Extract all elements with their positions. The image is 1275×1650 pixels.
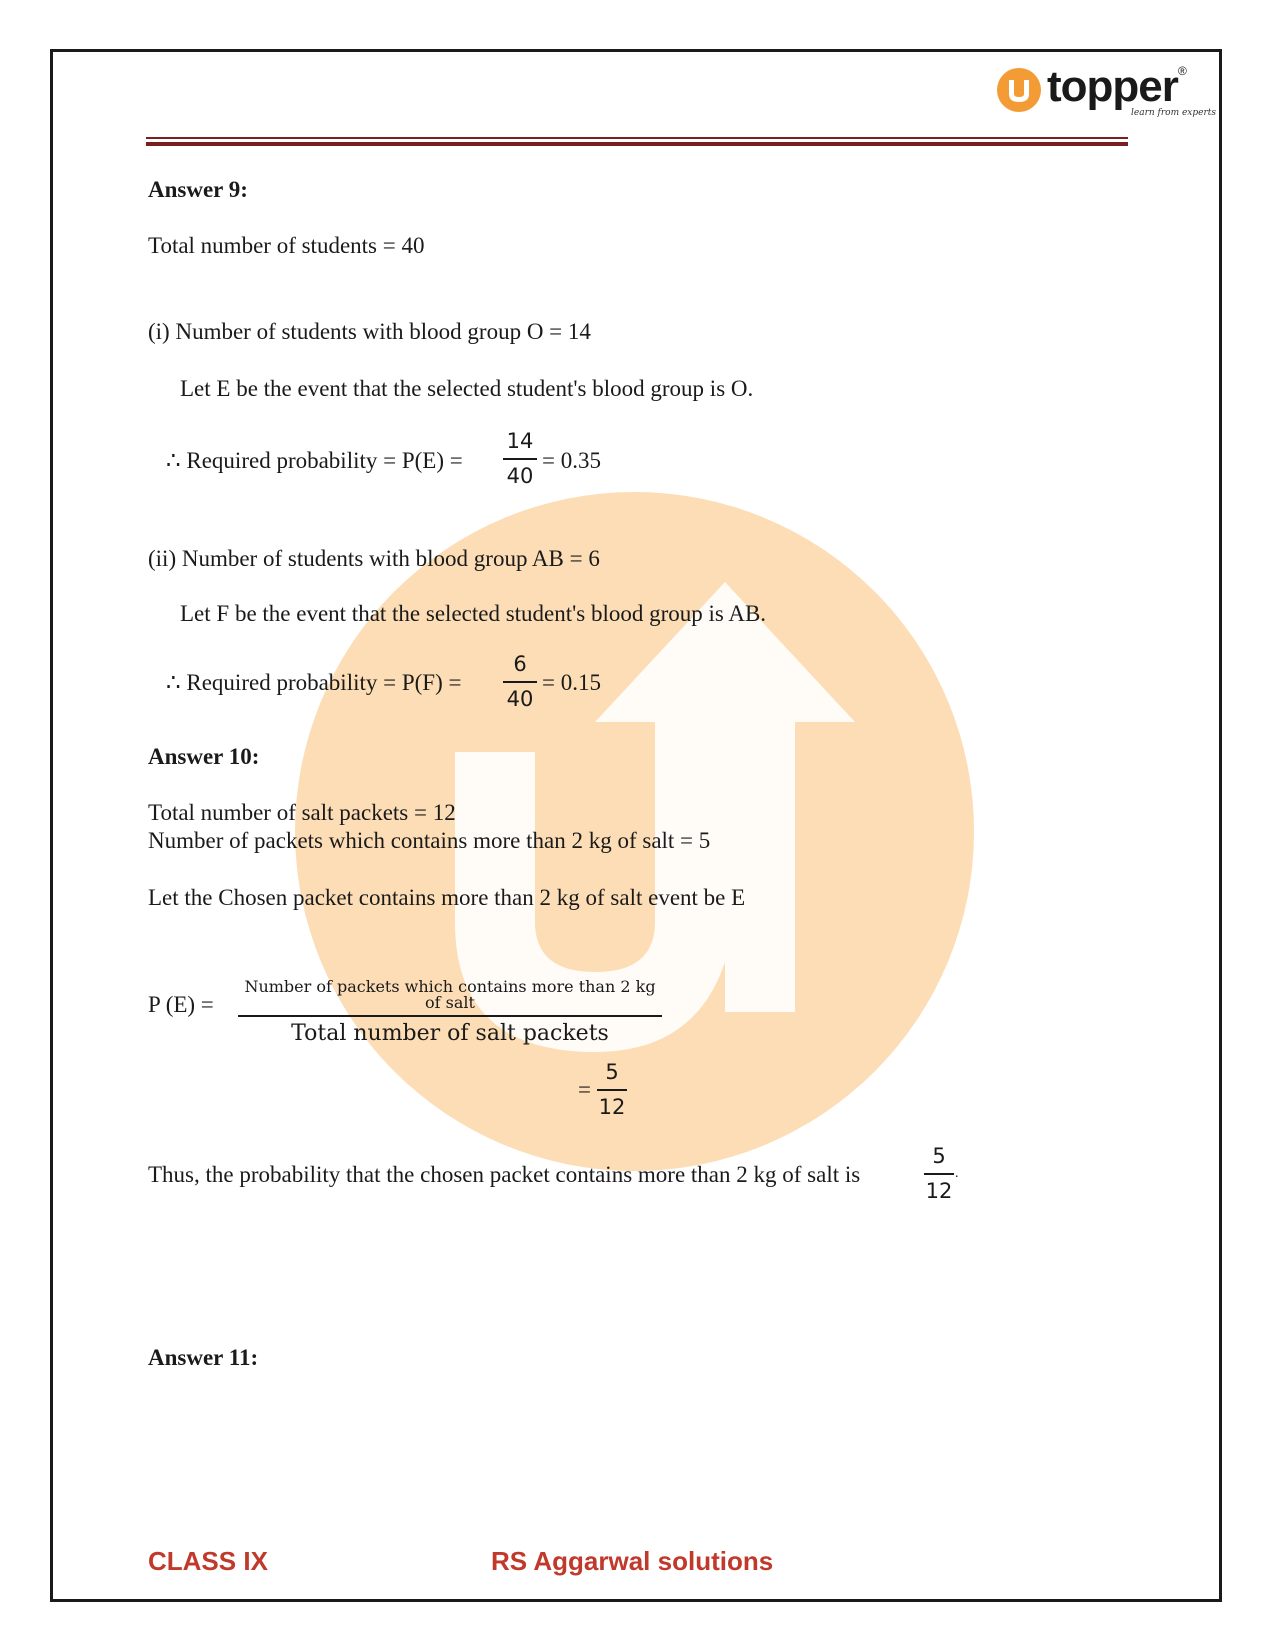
header-rule [146,137,1128,139]
fraction-conclusion [924,1146,954,1202]
answer9-part1-prob-prefix: ∴ Required probability = P(E) = [166,448,463,473]
equals-sign: = [578,1077,591,1102]
footer-class: CLASS IX [148,1546,268,1576]
header-rule-thick [146,142,1128,146]
registered-mark: ® [1178,64,1187,78]
answer9-part1-given: (i) Number of students with blood group O = 14 [148,319,591,344]
answer10-line2: Number of packets which contains more than 2 kg of salt = 5 [148,828,711,853]
denominator: 12 [598,1095,626,1119]
denominator: Total number of salt packets [291,1021,609,1046]
denominator: 40 [506,464,534,488]
fraction-6-40 [503,654,537,710]
answer10-conclusion: Thus, the probability that the chosen packet contains more than 2 kg of salt is [148,1162,861,1187]
denominator: 12 [925,1179,953,1203]
pe-label: P (E) = [148,992,214,1017]
answer10-line1: Total number of salt packets = 12 [148,800,456,825]
fraction-packets [238,979,662,1045]
numerator: 6 [513,652,527,676]
answer11-heading: Answer 11: [148,1345,259,1370]
numerator: 14 [506,429,534,453]
answer9-total: Total number of students = 40 [148,233,425,258]
numerator: 5 [605,1060,619,1084]
answer9-heading: Answer 9: [148,177,248,202]
answer9-part1-result: = 0.35 [542,448,601,473]
answer9-part2-prob-prefix: ∴ Required probability = P(F) = [166,670,462,695]
fraction-14-40 [503,431,537,487]
denominator: 40 [506,687,534,711]
brand-tagline: learn from experts [1131,108,1217,118]
brand-name: topper [1047,62,1178,111]
fraction-5-12 [597,1062,627,1118]
answer10-line3: Let the Chosen packet contains more than 2 kg of salt event be E [148,885,746,910]
numerator: Number of packets which contains more than 2 kg of salt [244,977,656,1012]
answer10-heading: Answer 10: [148,744,260,769]
conclusion-period: . [955,1166,959,1181]
footer-title: RS Aggarwal solutions [491,1546,774,1576]
answer9-part2-result: = 0.15 [542,670,601,695]
numerator: 5 [932,1144,946,1168]
answer9-part2-event: Let F be the event that the selected student's blood group is AB. [180,601,767,626]
answer9-part1-event: Let E be the event that the selected student's blood group is O. [180,376,754,401]
answer9-part2-given: (ii) Number of students with blood group AB = 6 [148,546,600,571]
